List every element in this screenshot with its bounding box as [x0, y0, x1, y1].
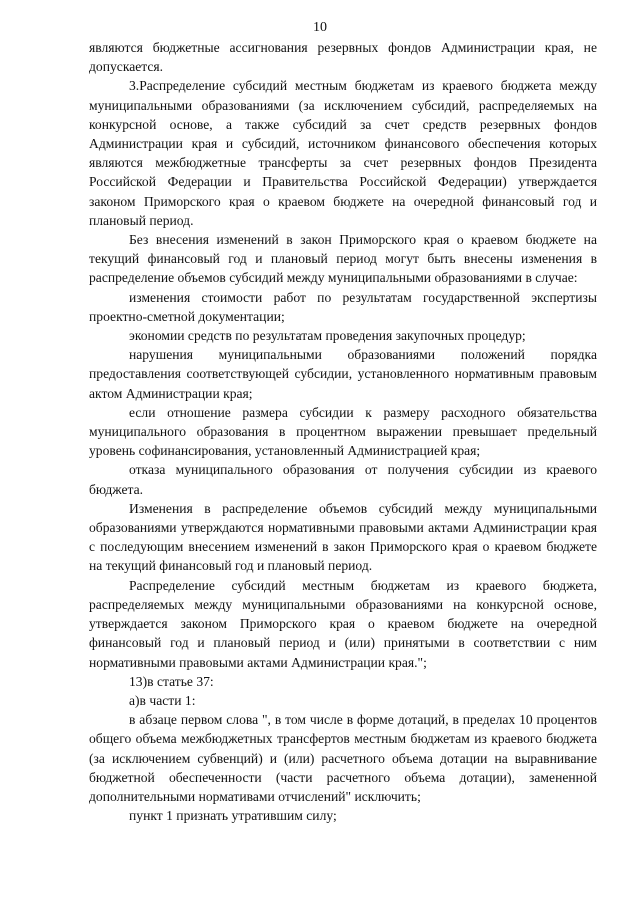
- paragraph: Без внесения изменений в закон Приморского края о краевом бюджете на текущий финансовый год и плановый период могут быть внесены изменения в распределение объемов субсидий между муниципальными образованиями в случае:: [89, 232, 597, 286]
- page-number: 10: [313, 20, 327, 35]
- paragraph: Изменения в распределение объемов субсидий между муниципальными образованиями утверждаются нормативными правовыми актами Администрации края с последующим внесением изменений в закон Приморского края о краевом бюджете на текущий финансовый год и плановый период.: [89, 500, 597, 574]
- paragraph: 3.Распределение субсидий местным бюджетам из краевого бюджета между муниципальными образованиями (за исключением субсидий, распределяемых на конкурсной основе, а также субсидий за счет средств резервных фондов Администрации края и субсидий, источником финансового обеспечения которых являются межбюджетные трансферты за счет резервных фондов Президента Российской Федерации и Правительства Российской Федерации) утверждается законом Приморского края о краевом бюджете на очередной финансовый год и плановый период.: [89, 78, 597, 228]
- paragraph: являются бюджетные ассигнования резервных фондов Администрации края, не допускается.: [89, 40, 597, 75]
- paragraph: Распределение субсидий местным бюджетам из краевого бюджета, распределяемых между муниципальными образованиями на конкурсной основе, утверждается законом Приморского края о краевом бюджете на очередной финансовый год и плановый период и (или) принятыми в соответствии с ним нормативными правовыми актами Администрации края.";: [89, 577, 597, 670]
- paragraph: а)в части 1:: [129, 692, 196, 708]
- paragraph: 13)в статье 37:: [129, 673, 214, 689]
- paragraph: в абзаце первом слова ", в том числе в форме дотаций, в пределах 10 процентов общего объема межбюджетных трансфертов местным бюджетам из краевого бюджета (за исключением субвенций) и (или) расчетного объема дотации на выравнивание бюджетной обеспеченности (части расчетного объема дотации), замененной дополнительными нормативами отчислений" исключить;: [89, 712, 597, 804]
- paragraph: изменения стоимости работ по результатам государственной экспертизы проектно-сметной документации;: [89, 289, 597, 324]
- paragraph: отказа муниципального образования от получения субсидии из краевого бюджета.: [89, 462, 597, 497]
- document-body: [89, 38, 597, 825]
- paragraph: нарушения муниципальными образованиями положений порядка предоставления соответствующей субсидии, установленного нормативным правовым актом Администрации края;: [89, 347, 597, 401]
- paragraph: экономии средств по результатам проведения закупочных процедур;: [129, 328, 526, 344]
- paragraph: если отношение размера субсидии к размеру расходного обязательства муниципального образования в процентном выражении превышает предельный уровень софинансирования, установленный Администрацией края;: [89, 404, 597, 459]
- paragraph: пункт 1 признать утратившим силу;: [129, 808, 337, 824]
